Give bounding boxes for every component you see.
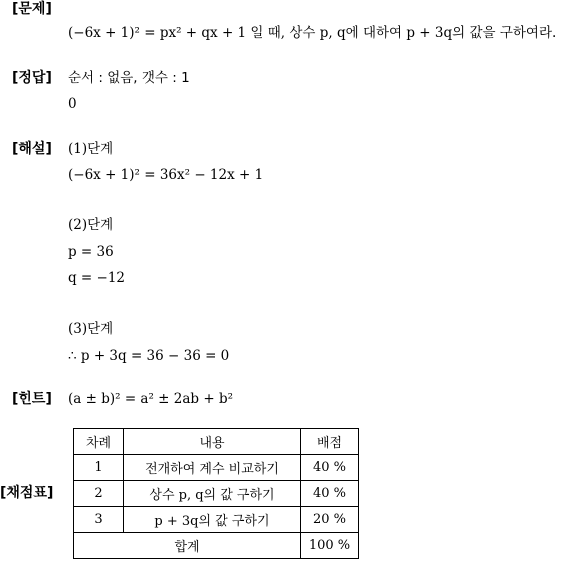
answer-value: 0 [68,96,77,112]
rubric-row [74,481,359,507]
rubric-row-content: p + 3q의 값 구하기 [124,507,301,533]
rubric-row-no: 1 [74,455,124,481]
hint-label: [힌트] [12,391,52,407]
rubric-label: [채점표] [0,485,54,501]
rubric-row [74,455,359,481]
solution-step3-title: (3)단계 [68,321,114,337]
rubric-total-row [74,533,359,559]
rubric-header-content: 내용 [124,429,301,455]
answer-meta: 순서 : 없음, 갯수 : 1 [68,70,190,86]
solution-step1-title: (1)단계 [68,141,114,157]
solution-step2-line1: p = 36 [68,244,114,260]
rubric-row [74,507,359,533]
rubric-row-no: 3 [74,507,124,533]
problem-label: [문제] [12,1,52,17]
problem-text: (−6x + 1)² = px² + qx + 1 일 때, 상수 p, q에 대하여 p + 3q의 값을 구하여라. [68,25,557,41]
rubric-total-score: 100 % [301,533,359,559]
solution-label: [해설] [12,141,52,157]
rubric-table [73,428,359,559]
rubric-header-score: 배점 [301,429,359,455]
solution-step1-line: (−6x + 1)² = 36x² − 12x + 1 [68,167,264,183]
rubric-row-content: 상수 p, q의 값 구하기 [124,481,301,507]
rubric-header-row [74,429,359,455]
rubric-header-no: 차례 [74,429,124,455]
rubric-total-label: 합계 [74,533,301,559]
solution-step3-line: ∴ p + 3q = 36 − 36 = 0 [68,348,230,364]
hint-text: (a ± b)² = a² ± 2ab + b² [68,391,234,407]
solution-step2-title: (2)단계 [68,217,114,233]
rubric-row-score: 40 % [301,455,359,481]
solution-step2-line2: q = −12 [68,270,126,286]
rubric-row-score: 20 % [301,507,359,533]
rubric-row-content: 전개하여 계수 비교하기 [124,455,301,481]
rubric-row-score: 40 % [301,481,359,507]
rubric-row-no: 2 [74,481,124,507]
answer-label: [정답] [12,70,52,86]
